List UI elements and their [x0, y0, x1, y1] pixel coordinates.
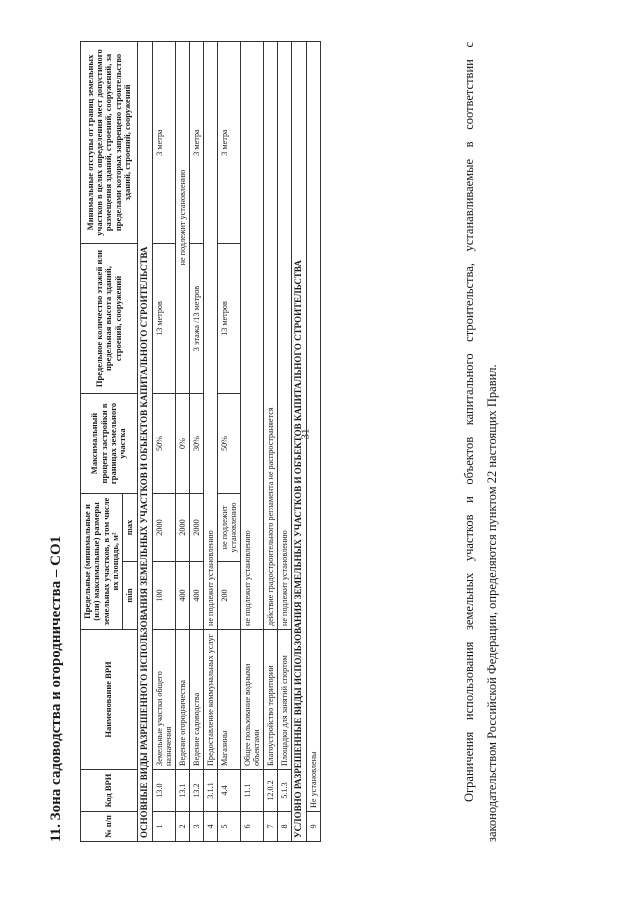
cell-percent: 50% — [217, 394, 240, 494]
cell-span: действие градостроительного регламента не распространяется — [263, 42, 277, 630]
cell-percent: 50% — [152, 394, 175, 494]
cell-percent: 0% — [175, 394, 189, 494]
cell-setback: 3 метра — [217, 42, 240, 244]
cell-floors: 13 метров — [152, 244, 175, 394]
section-conditional: УСЛОВНО РАЗРЕШЕННЫЕ ВИДЫ ИСПОЛЬЗОВАНИЯ ЗЕМЕЛЬНЫХ УЧАСТКОВ И ОБЪЕКТОВ КАПИТАЛЬНОГО СТРОИТЕЛЬСТВА — [291, 42, 306, 842]
header-setback: Минимальные отступы от границ земельных участков в целях определения мест допустимого размещения зданий, строений, сооружений, за пределами которых запрещено строительство зданий, строений, сооружений — [81, 42, 138, 244]
cell-code: 13.0 — [152, 770, 175, 812]
cell-num: 9 — [306, 812, 320, 842]
cell-code: 11.1 — [240, 770, 263, 812]
table-row — [277, 42, 291, 842]
table-row — [203, 42, 217, 842]
cell-name: Предоставление коммунальных услуг — [203, 630, 217, 770]
cell-name: Общее пользование водными объектами — [240, 630, 263, 770]
cell-num: 7 — [263, 812, 277, 842]
table-row — [152, 42, 175, 842]
cell-percent: 30% — [189, 394, 203, 494]
cell-name: Ведение огородничества — [175, 630, 189, 770]
cell-floors: 13 метров — [217, 244, 240, 394]
cell-code: 13.1 — [175, 770, 189, 812]
cell-name: Благоустройство территории — [263, 630, 277, 770]
table-row — [217, 42, 240, 842]
table-row — [263, 42, 277, 842]
cell-floors: 3 этажа /13 метров — [189, 244, 203, 394]
header-min: min — [123, 562, 137, 630]
table-row — [240, 42, 263, 842]
page-title: 11. Зона садоводства и огородничества – СО1 — [48, 535, 64, 842]
cell-code: 5.1.3 — [277, 770, 291, 812]
restrictions-note: Ограничения использования земельных участков и объектов капитального строительства, устанавливаемые в соответствии с законодательством Российской Федерации, определяются пунктом 22 настоящих Правил. — [462, 42, 500, 842]
cell-num: 6 — [240, 812, 263, 842]
cell-merged: не подлежит установлению — [175, 42, 189, 394]
cell-min: 400 — [189, 562, 203, 630]
section-main: ОСНОВНЫЕ ВИДЫ РАЗРЕШЕННОГО ИСПОЛЬЗОВАНИЯ ЗЕМЕЛЬНЫХ УЧАСТКОВ И ОБЪЕКТОВ КАПИТАЛЬНОГО СТРОИТЕЛЬСТВА — [137, 42, 152, 842]
header-row — [81, 42, 123, 842]
cell-max: 2000 — [152, 494, 175, 562]
cell-code: 3.1.1 — [203, 770, 217, 812]
cell-span: Не установлены — [306, 42, 320, 812]
header-size-group: Предельные (минимальные и (или) максимальные) размеры земельных участков, в том числе их площадь, м² — [81, 494, 123, 630]
cell-code: 13.2 — [189, 770, 203, 812]
header-percent: Максимальный процент застройки в границах земельного участка — [81, 394, 138, 494]
cell-min: 100 — [152, 562, 175, 630]
zone-regulations-table — [80, 41, 321, 842]
cell-max: 2000 — [175, 494, 189, 562]
cell-num: 8 — [277, 812, 291, 842]
page-number: 31 — [299, 428, 312, 440]
cell-code: 12.0.2 — [263, 770, 277, 812]
header-name: Наименование ВРИ — [81, 630, 138, 770]
cell-name: Земельные участки общего назначения — [152, 630, 175, 770]
cell-min: 200 — [217, 562, 240, 630]
header-max: max — [123, 494, 137, 562]
cell-span: не подлежит установлению — [240, 42, 263, 630]
rotated-content — [48, 22, 588, 862]
cell-max: не подлежит установлению — [217, 494, 240, 562]
table-row — [189, 42, 203, 842]
cell-span: не подлежит установлению — [277, 42, 291, 630]
cell-max: 2000 — [189, 494, 203, 562]
cell-setback: 3 метра — [152, 42, 175, 244]
cell-code: 4.4 — [217, 770, 240, 812]
cell-name: Магазины — [217, 630, 240, 770]
section-conditional-row — [291, 42, 306, 842]
cell-num: 2 — [175, 812, 189, 842]
header-code: Код ВРИ — [81, 770, 138, 812]
section-main-row — [137, 42, 152, 842]
table-row — [175, 42, 189, 842]
cell-num: 1 — [152, 812, 175, 842]
header-floors: Предельное количество этажей или предельная высота зданий, строений, сооружений — [81, 244, 138, 394]
cell-num: 4 — [203, 812, 217, 842]
cell-num: 5 — [217, 812, 240, 842]
cell-span: не подлежит установлению — [203, 42, 217, 630]
cell-name: Ведение садоводства — [189, 630, 203, 770]
cell-num: 3 — [189, 812, 203, 842]
cell-min: 400 — [175, 562, 189, 630]
cell-name: Площадки для занятий спортом — [277, 630, 291, 770]
table-row — [306, 42, 320, 842]
cell-setback: 3 метра — [189, 42, 203, 244]
header-num: № п/п — [81, 812, 138, 842]
